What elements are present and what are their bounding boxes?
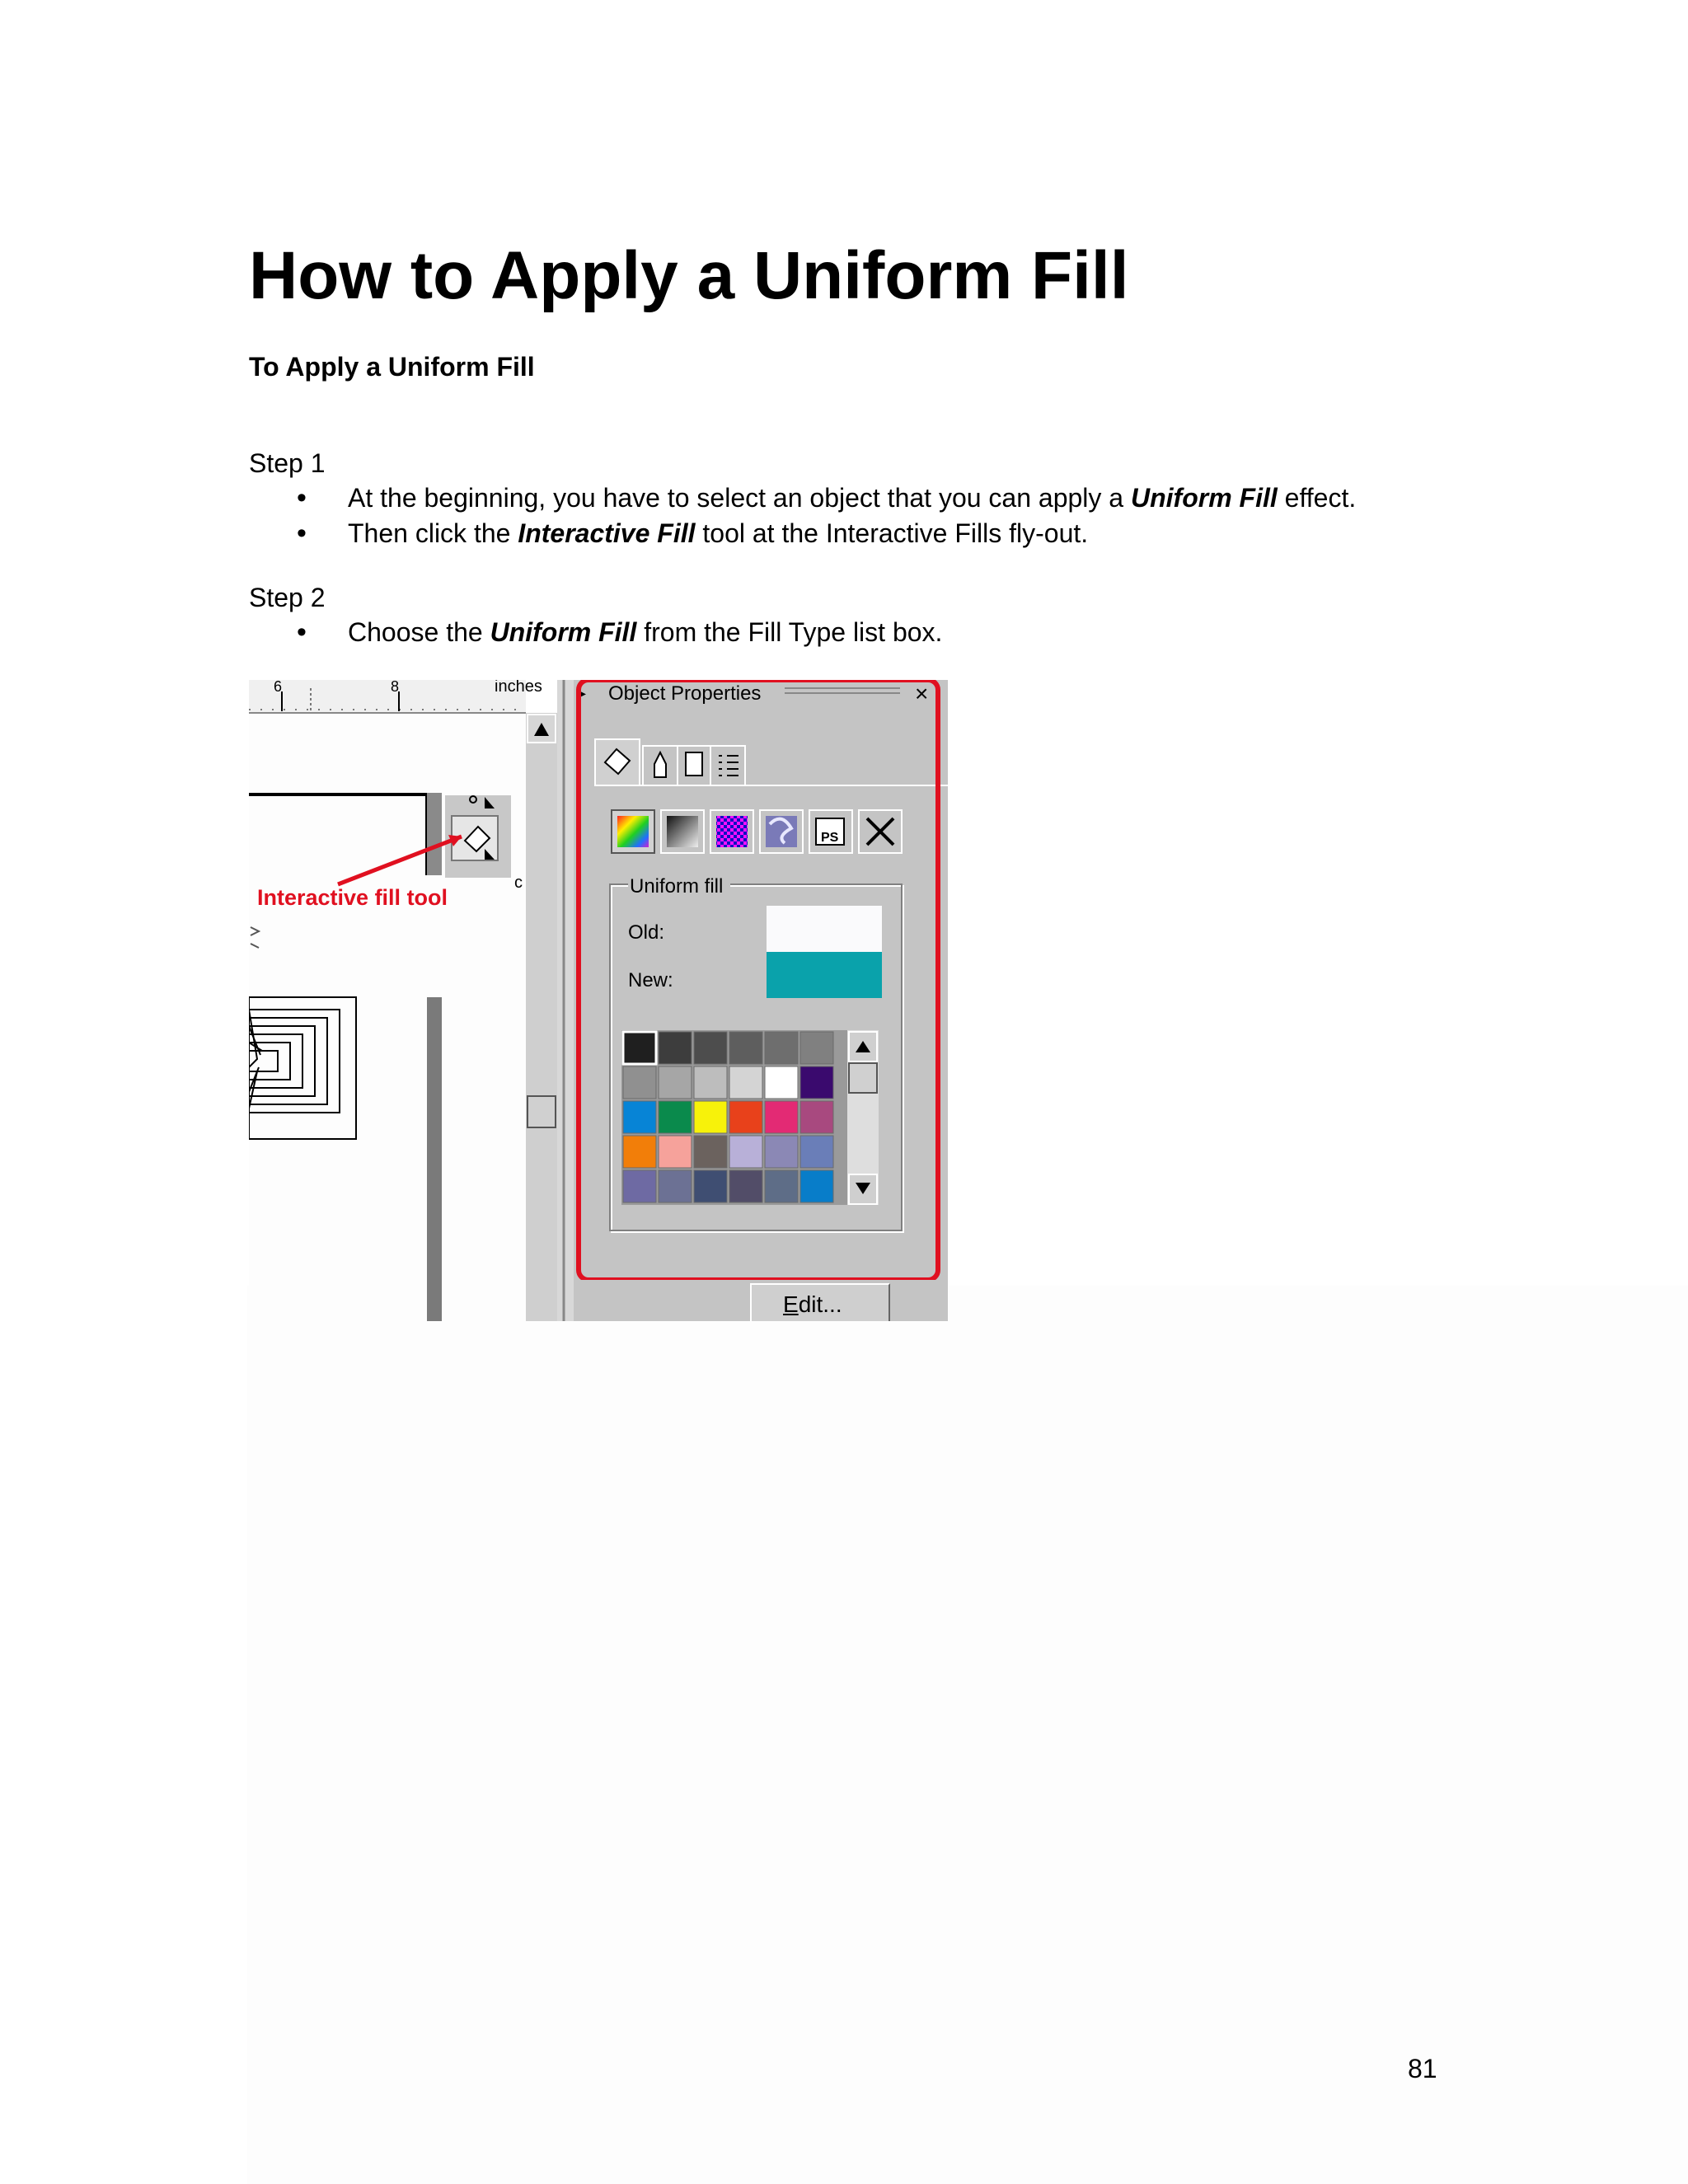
- palette-swatch[interactable]: [694, 1066, 727, 1099]
- palette-scrollbar[interactable]: [847, 1030, 879, 1205]
- bullet-text: [348, 616, 942, 649]
- palette-swatch[interactable]: [694, 1170, 727, 1202]
- step-1-bullet-1: [297, 481, 1356, 514]
- ruler-units: inches: [495, 680, 542, 696]
- palette-swatch[interactable]: [765, 1066, 798, 1099]
- new-color-swatch: [767, 952, 882, 998]
- palette-swatch[interactable]: [765, 1032, 798, 1064]
- emphasis-uniform-fill: Uniform Fill: [490, 617, 637, 647]
- old-color-swatch: [767, 906, 882, 952]
- bullet-icon: •: [297, 616, 307, 648]
- ruler-tick-8: 8: [391, 680, 400, 695]
- palette-swatch[interactable]: [623, 1170, 656, 1202]
- new-color-label: New:: [628, 969, 673, 991]
- ruler-tick-6: 6: [274, 680, 283, 695]
- step-1-bullet-2: [297, 517, 1088, 550]
- bullet-text-end: from the Fill Type list box.: [636, 617, 943, 647]
- svg-text:▸: ▸: [579, 685, 587, 701]
- bullet-text-start: Choose the: [348, 617, 490, 647]
- palette-swatch[interactable]: [659, 1032, 692, 1064]
- page-number: 81: [1408, 2054, 1437, 2083]
- property-tabs: [595, 739, 745, 785]
- bullet-text: [348, 517, 1088, 550]
- palette-swatch[interactable]: [800, 1136, 833, 1168]
- palette-swatch[interactable]: [729, 1101, 762, 1133]
- palette-swatch[interactable]: [659, 1170, 692, 1202]
- palette-swatch[interactable]: [729, 1170, 762, 1202]
- palette-swatch[interactable]: [659, 1066, 692, 1099]
- emphasis-interactive-fill: Interactive Fill: [518, 518, 696, 548]
- step-2-label: Step 2: [249, 583, 326, 612]
- old-color-label: Old:: [628, 921, 665, 944]
- bullet-text: [348, 481, 1356, 514]
- annotation-label: Interactive fill tool: [257, 885, 448, 910]
- palette-swatch[interactable]: [623, 1136, 656, 1168]
- interactive-fill-flyout[interactable]: [445, 795, 523, 892]
- step-2-bullet-1: [297, 616, 942, 649]
- palette-swatch[interactable]: [800, 1101, 833, 1133]
- palette-swatch[interactable]: [623, 1101, 656, 1133]
- bullet-icon: •: [297, 518, 307, 549]
- palette-swatch[interactable]: [694, 1032, 727, 1064]
- canvas-scrollbar[interactable]: [526, 713, 557, 1321]
- palette-swatch[interactable]: [623, 1032, 656, 1064]
- page-background-tint: [247, 1286, 1688, 2184]
- horizontal-ruler: [249, 680, 542, 713]
- palette-swatch[interactable]: [694, 1136, 727, 1168]
- palette-swatch[interactable]: [729, 1066, 762, 1099]
- palette-swatch[interactable]: [800, 1032, 833, 1064]
- postscript-label: PS: [821, 831, 839, 845]
- edit-button[interactable]: [750, 1283, 890, 1321]
- screenshot-graphic: [249, 680, 948, 1321]
- palette-swatch[interactable]: [765, 1101, 798, 1133]
- palette-swatch[interactable]: [729, 1136, 762, 1168]
- uniform-fill-groupbox-label: Uniform fill: [630, 875, 724, 898]
- palette-swatch[interactable]: [659, 1101, 692, 1133]
- palette-swatch[interactable]: [729, 1032, 762, 1064]
- palette-swatch[interactable]: [623, 1066, 656, 1099]
- bullet-text-end: tool at the Interactive Fills fly-out.: [695, 518, 1089, 548]
- bullet-icon: •: [297, 482, 307, 513]
- bullet-text-start: Then click the: [348, 518, 518, 548]
- page-title: How to Apply a Uniform Fill: [249, 238, 1129, 313]
- svg-text:c: c: [514, 874, 523, 892]
- step-1-label: Step 1: [249, 448, 326, 478]
- bullet-text-end: effect.: [1277, 483, 1357, 513]
- palette-swatch[interactable]: [765, 1136, 798, 1168]
- palette-swatch[interactable]: [659, 1136, 692, 1168]
- color-palette: [621, 1030, 847, 1205]
- close-icon[interactable]: ×: [915, 681, 929, 706]
- edit-button-label: Edit...: [783, 1291, 842, 1317]
- palette-swatch[interactable]: [800, 1066, 833, 1099]
- palette-swatch[interactable]: [765, 1170, 798, 1202]
- screenshot-figure: [249, 680, 948, 1321]
- section-heading: To Apply a Uniform Fill: [249, 352, 535, 382]
- text-tab-icon[interactable]: [710, 746, 745, 785]
- bullet-text-start: At the beginning, you have to select an object that you can apply a: [348, 483, 1131, 513]
- palette-swatch[interactable]: [800, 1170, 833, 1202]
- docker-title: Object Properties: [608, 682, 762, 705]
- emphasis-uniform-fill: Uniform Fill: [1130, 483, 1278, 513]
- palette-swatch[interactable]: [694, 1101, 727, 1133]
